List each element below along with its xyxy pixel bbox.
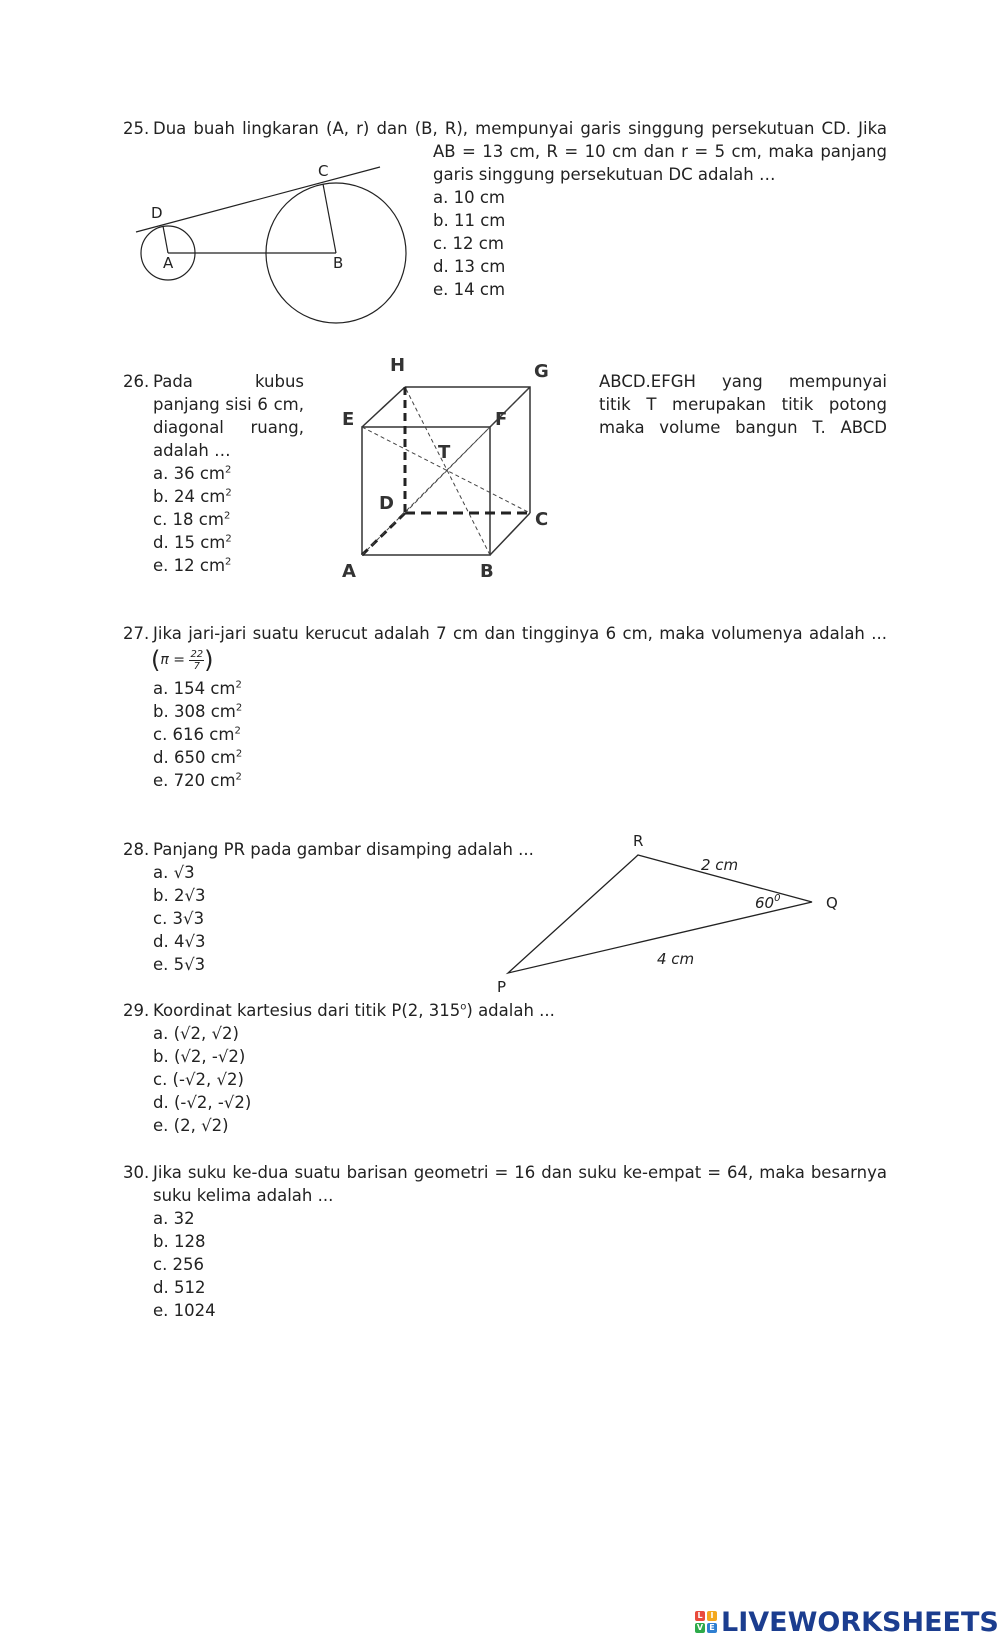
answer-option-c[interactable]: c. 3√3 <box>153 909 205 928</box>
logo-tile: I <box>707 1611 717 1621</box>
question-text-line: Koordinat kartesius dari titik P(2, 315$^o$) adalah ... <box>153 1001 555 1020</box>
answer-option-b[interactable]: b. 308 $cm^2$ <box>153 702 243 721</box>
liveworksheets-logo[interactable] <box>695 1606 999 1638</box>
answer-option-c[interactable]: c. (-√2, √2) <box>153 1070 244 1089</box>
answer-option-a[interactable]: a. 10 cm <box>433 188 505 207</box>
answer-option-b[interactable]: b. 11 cm <box>433 211 506 230</box>
question-number: 29. <box>123 1001 150 1020</box>
label-side-pq: 4 cm <box>657 950 695 968</box>
answer-option-c[interactable]: c. 12 cm <box>433 234 504 253</box>
triangle-figure <box>490 825 850 1000</box>
answer-option-a[interactable]: a. 154 $cm^2$ <box>153 679 242 698</box>
answer-option-b[interactable]: b. (√2, -√2) <box>153 1047 246 1066</box>
answer-option-d[interactable]: d. 13 cm <box>433 257 506 276</box>
logo-tile: V <box>696 1623 704 1632</box>
label-f: F <box>495 409 508 430</box>
label-t: T <box>438 442 451 463</box>
answer-option-d[interactable]: d. 650 $cm^2$ <box>153 748 243 767</box>
edge-eh <box>362 387 405 427</box>
question-text-line: Dua buah lingkaran (A, r) dan (B, R), mempunyai garis singgung persekutuan CD. Jika <box>153 119 887 138</box>
label-d: D <box>379 493 394 514</box>
question-text-line: suku kelima adalah ... <box>153 1186 334 1205</box>
answer-option-e[interactable]: e. 5√3 <box>153 955 206 974</box>
answer-option-d[interactable]: d. 4√3 <box>153 932 206 951</box>
question-text-line: diagonal ruang, <box>153 418 304 437</box>
label-g: G <box>534 361 549 382</box>
pi-fraction: $\frac{22}{7}$ <box>190 648 204 672</box>
label-b: B <box>333 254 344 272</box>
label-h: H <box>390 355 406 376</box>
question-text-line: maka volume bangun T. ABCD <box>599 418 887 437</box>
question-text-line: garis singgung persekutuan DC adalah … <box>433 165 776 184</box>
answer-option-e[interactable]: e. 1024 <box>153 1301 216 1320</box>
question-text-line: adalah … <box>153 441 231 460</box>
answer-option-d[interactable]: d. (-√2, -√2) <box>153 1093 252 1112</box>
question-number: 27. <box>123 624 150 643</box>
label-a: A <box>163 254 174 272</box>
label-e: E <box>342 409 355 430</box>
label-side-rq: 2 cm <box>701 856 739 874</box>
common-tangent-line <box>136 167 380 232</box>
question-number: 28. <box>123 840 150 859</box>
question-number: 25. <box>123 119 150 138</box>
answer-option-a[interactable]: a. (√2, √2) <box>153 1024 239 1043</box>
label-c: C <box>535 509 549 530</box>
question-number: 30. <box>123 1163 150 1182</box>
question-text-line: AB = 13 cm, R = 10 cm dan r = 5 cm, maka panjang <box>433 142 887 161</box>
logo-text: LIVEWORKSHEETS <box>721 1606 999 1638</box>
label-p: P <box>497 978 507 996</box>
answer-option-e[interactable]: e. 14 cm <box>433 280 506 299</box>
question-text-line: Jika jari-jari suatu kerucut adalah 7 cm dan tingginya 6 cm, maka volumenya adalah ... <box>153 624 887 643</box>
label-d: D <box>151 204 163 222</box>
answer-option-e[interactable]: e. 720 $cm^2$ <box>153 771 242 790</box>
answer-option-a[interactable]: a. 32 <box>153 1209 195 1228</box>
pi-hint: (π = $\frac{22}{7}$) <box>151 646 214 674</box>
label-angle-q: $60^0$ <box>755 893 781 912</box>
question-text-line: panjang sisi 6 cm, <box>153 395 304 414</box>
edge-bc <box>490 513 530 555</box>
logo-tile: L <box>695 1611 705 1621</box>
label-b: B <box>480 561 494 582</box>
label-r: R <box>633 832 644 850</box>
label-q: Q <box>826 894 838 912</box>
label-a: A <box>342 561 356 582</box>
answer-option-e[interactable]: e. (2, √2) <box>153 1116 229 1135</box>
answer-option-a[interactable]: a. √3 <box>153 863 195 882</box>
radius-bc <box>323 184 336 253</box>
answer-option-b[interactable]: b. 2√3 <box>153 886 206 905</box>
diagonal-bh <box>405 387 490 555</box>
radius-ad <box>163 226 168 253</box>
answer-option-d[interactable]: d. 512 <box>153 1278 206 1297</box>
answer-option-b[interactable]: b. 128 <box>153 1232 206 1251</box>
answer-option-b[interactable]: b. 24 $cm^2$ <box>153 487 232 506</box>
tangent-circles-figure <box>120 150 420 330</box>
answer-option-c[interactable]: c. 256 <box>153 1255 205 1274</box>
label-c: C <box>318 162 329 180</box>
question-text-line: Pada kubus <box>153 372 304 391</box>
question-number: 26. <box>123 372 150 391</box>
logo-tile: E <box>707 1623 717 1633</box>
question-text-line: titik T merupakan titik potong <box>599 395 887 414</box>
logo-tiles-icon <box>695 1611 717 1633</box>
question-text-line: Jika suku ke-dua suatu barisan geometri = 16 dan suku ke-empat = 64, maka besarnya <box>153 1163 887 1182</box>
question-text-line: ABCD.EFGH yang mempunyai <box>599 372 887 391</box>
question-text-line: Panjang PR pada gambar disamping adalah ... <box>153 840 534 859</box>
answer-option-e[interactable]: e. 12 $cm^2$ <box>153 556 232 575</box>
answer-option-c[interactable]: c. 18 $cm^2$ <box>153 510 231 529</box>
cube-figure <box>330 355 570 595</box>
answer-option-c[interactable]: c. 616 $cm^2$ <box>153 725 241 744</box>
answer-option-d[interactable]: d. 15 $cm^2$ <box>153 533 232 552</box>
answer-option-a[interactable]: a. 36 $cm^2$ <box>153 464 232 483</box>
